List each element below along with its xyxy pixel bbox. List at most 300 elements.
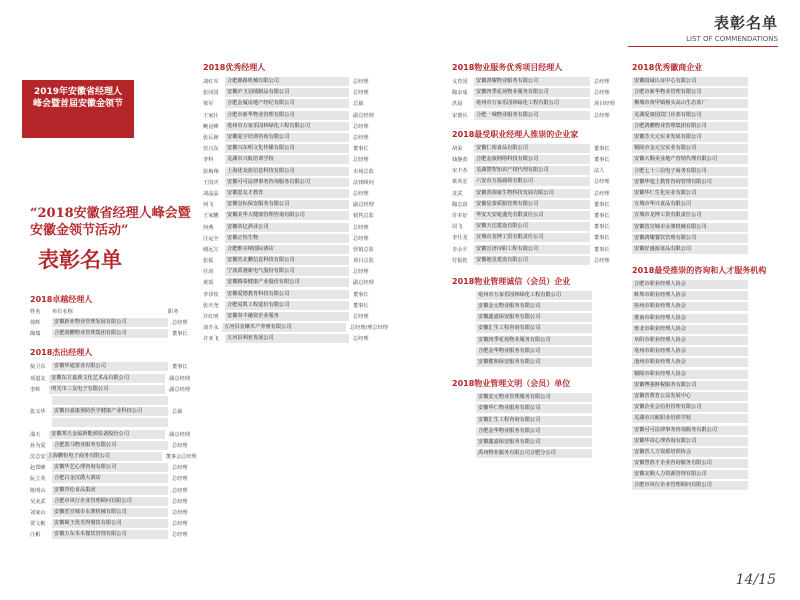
person-name: 宋德兵 <box>452 112 468 119</box>
person-name: 许亚飞 <box>203 336 219 343</box>
company-name: 安徽省人力资源培训协会 <box>632 448 748 457</box>
person-name: 李科 <box>203 157 214 164</box>
list-row <box>632 324 782 335</box>
company-name: 五河县金镶木产养殖有限公司 <box>222 323 346 332</box>
job-title: 董事长 <box>594 212 610 219</box>
job-title: 董事长 <box>172 331 188 338</box>
list-row <box>632 346 782 357</box>
company-name: 安徽安元物业管理服务有限公司 <box>476 393 592 402</box>
company-name: 安徽夏宇培训咨询有限公司 <box>225 133 349 142</box>
list-row <box>30 484 190 495</box>
person-name: 周飞 <box>452 224 463 231</box>
company-name: 合肥金华物业服务有限公司 <box>476 427 592 436</box>
list-row <box>476 312 627 323</box>
list-row <box>203 300 388 311</box>
list-row <box>476 437 627 448</box>
person-name: 张同国 <box>203 90 219 97</box>
person-name: 钱静劲 <box>452 157 468 164</box>
job-title: 副总经理 <box>169 386 190 393</box>
company-name: 阜阳市职业经理人协会 <box>632 336 748 345</box>
company-name: 安徽汇生工程咨询有限公司 <box>476 324 592 333</box>
list-row <box>452 199 627 210</box>
list-row <box>30 473 190 484</box>
section-title: 2018物业管理文明（会员）单位 <box>452 379 571 389</box>
company-name: 安徽百嘉康预防医学健康产业科技公司 <box>52 407 168 416</box>
person-name: 张后洲 <box>203 135 219 142</box>
page-header <box>686 12 778 43</box>
list-row <box>632 188 782 199</box>
person-name: 何飞 <box>203 202 214 209</box>
job-title: 董事长 <box>594 235 610 242</box>
section-title: 2018优秀徽商企业 <box>632 63 703 72</box>
company-name: 安徽省宣城市永骏机械有限公司 <box>632 223 748 232</box>
job-title: 总裁 <box>353 101 364 108</box>
list-row <box>632 290 782 301</box>
company-name: 亳州市职业经理人协会 <box>632 347 748 356</box>
list-row <box>203 177 388 188</box>
company-name: 铜陵市金元宝实业有限公司 <box>632 144 748 153</box>
company-name: 安徽华仁物业服务有限公司 <box>476 404 592 413</box>
list-row <box>452 98 627 109</box>
job-title: 董事长 <box>594 224 610 231</box>
list-row <box>203 166 388 177</box>
person-name: 张义华 <box>30 409 46 416</box>
list-row <box>632 458 782 469</box>
company-name <box>52 418 168 427</box>
company-name: 合肥润鹏物业管理集团有限公司 <box>52 329 168 338</box>
company-name: 芜湖市兴航职业培训学校 <box>632 414 748 423</box>
person-name: 李辉 <box>30 386 41 393</box>
column-1 <box>30 292 197 540</box>
person-name: 陈明山 <box>30 487 46 494</box>
list-row <box>203 255 388 266</box>
company-name: 安徽仁裕食品有限公司 <box>474 144 590 153</box>
company-name: 合肥市职业经理人协会 <box>632 280 748 289</box>
company-name: 五河县利亚发展公司 <box>225 334 349 343</box>
company-name: 合肥黑马物业服务有限公司 <box>52 441 168 450</box>
company-name: 安徽好盛源食品有限公司 <box>632 245 748 254</box>
person-name: 鲍昆峰 <box>203 123 219 130</box>
job-title: 总经理 <box>172 476 188 483</box>
person-name: 汪运全 <box>203 235 219 242</box>
list-row <box>632 436 782 447</box>
list-row <box>30 317 190 328</box>
company-name: 亳州市万家乐园林绿化工程有限公司 <box>474 99 590 108</box>
person-name: 付振乾 <box>452 257 468 264</box>
job-title: 副总经理 <box>353 280 374 287</box>
list-row <box>203 76 388 87</box>
header-title: 表彰名单 <box>713 14 778 32</box>
company-name: 安徽华周心理咨询有限公司 <box>632 437 748 446</box>
list-row <box>30 529 190 540</box>
person-name: 王国庆 <box>203 179 219 186</box>
person-name: 吴美武 <box>30 498 46 505</box>
job-title: 市场总监 <box>353 168 374 175</box>
column-2 <box>203 60 388 345</box>
job-title: 董事长 <box>353 302 369 309</box>
job-title: 副总经理 <box>353 202 374 209</box>
job-title: 副总经理 <box>169 431 190 438</box>
person-name: 张振 <box>203 258 214 265</box>
list-row <box>452 76 627 87</box>
company-name: 安徽东方嘉典文化艺术品有限公司 <box>49 374 165 383</box>
company-name: 安徽鸿耀餐饮管理有限公司 <box>632 234 748 243</box>
job-title: 总经理 <box>594 79 610 86</box>
list-row <box>452 176 627 187</box>
job-title: 总经理 <box>594 112 610 119</box>
company-name: 芜湖市兴航培训学校 <box>225 155 349 164</box>
company-name: 安徽金元物业服务有限公司 <box>476 302 592 311</box>
list-row <box>632 221 782 232</box>
company-name: 安徽宣济诗职工程有限公司 <box>474 245 590 254</box>
person-name: 彭梅翔 <box>203 168 219 175</box>
person-name: 沈志安 <box>30 453 46 460</box>
list-row <box>203 199 388 210</box>
company-name: 亳州市万家乐园林绿化工程有限公司 <box>225 122 349 131</box>
list-row <box>476 448 627 459</box>
list-row <box>30 518 190 529</box>
header-rule <box>628 46 778 47</box>
company-name: 安徽华旭上教育咨询管理有限公司 <box>632 178 748 187</box>
job-title: 总经理 <box>172 498 188 505</box>
list-row <box>452 87 627 98</box>
list-row <box>632 166 782 177</box>
company-name: 合肥金厦房地产经纪有限公司 <box>225 99 349 108</box>
person-name: 刘家山 <box>30 509 46 516</box>
job-title: 总经理 <box>172 465 188 472</box>
person-name: 龙武 <box>452 190 463 197</box>
list-row <box>203 221 388 232</box>
list-row <box>476 346 627 357</box>
company-name: 合肥维尔纳国际酒店 <box>225 245 349 254</box>
company-name: 安徽兴东明文化传媒有限公司 <box>225 144 349 153</box>
section-title: 2018物业服务优秀项目经理人 <box>452 63 563 72</box>
table-header <box>30 308 190 317</box>
person-name: 赵郑峰 <box>30 465 46 472</box>
job-title: 总经理 <box>353 135 369 142</box>
job-title: 董事会总经理 <box>165 453 197 460</box>
job-title: 董事长 <box>594 201 610 208</box>
company-name: 安徽皋丰融资企业服务 <box>225 312 349 321</box>
job-title: 总经理 <box>353 90 369 97</box>
list-row <box>30 451 197 462</box>
job-title: 副总经理 <box>169 375 190 382</box>
company-name: 合肥金波网络科技有限公司 <box>474 155 590 164</box>
company-name: 明光市三友电子有限公司 <box>49 385 165 394</box>
company-name: 安徽青松食品集团 <box>52 486 168 495</box>
list-row <box>632 110 782 121</box>
section-title: 2018最受推崇的咨询和人才服务机构 <box>632 266 767 275</box>
job-title: 董事长 <box>594 246 610 253</box>
company-name: 安徽星泰质服管理有限公司 <box>474 200 590 209</box>
job-title: 项目总监 <box>353 258 374 265</box>
job-title: 总经理 <box>353 224 369 231</box>
section-title: 2018杰出经理人 <box>30 348 93 358</box>
list-row <box>632 244 782 255</box>
list-row <box>476 392 627 403</box>
list-row <box>632 424 782 435</box>
person-name: 项道友 <box>30 375 46 382</box>
list-row <box>632 469 782 480</box>
company-name: 安徽省宣城市永骏机械有限公司 <box>52 508 168 517</box>
job-title: 总经理 <box>353 123 369 130</box>
list-row <box>632 233 782 244</box>
company-name: 合肥鹿路机械有限公司 <box>225 77 349 86</box>
person-name: 蔡英宏 <box>452 179 468 186</box>
job-title: 副总经理 <box>353 112 374 119</box>
list-row <box>632 402 782 413</box>
company-name: 安徽企业会信用管理有限公司 <box>632 403 748 412</box>
company-name: 桐城市黄甲镇杨头高山生态茶厂 <box>632 99 748 108</box>
job-title: 总经理 <box>353 336 369 343</box>
list-row <box>30 328 190 339</box>
company-name: 安徽地星建设有限公司 <box>474 256 590 265</box>
list-row <box>452 110 627 121</box>
company-name: 安徽芳天元实业发展有限公司 <box>632 133 748 142</box>
list-row <box>203 188 388 199</box>
job-title: 总经理 <box>172 487 188 494</box>
person-name: 刘升永 <box>203 325 219 332</box>
company-name: 安徽大顺美业地产营销代理有限公司 <box>632 155 748 164</box>
company-name: 合肥鸿鹏物业管理集团有限公司 <box>632 122 748 131</box>
list-row <box>452 243 627 254</box>
job-title: 总经理/理总经理 <box>349 325 388 332</box>
company-name: 安徽万东禾禾餐饮管理有限公司 <box>52 530 168 539</box>
company-name: 安徽邦天金属新能源装备股份公司 <box>49 430 165 439</box>
list-row <box>632 87 782 98</box>
company-name: 安徽可可法律事务咨询服务有限公司 <box>225 178 349 187</box>
col-title: 职务 <box>168 309 179 315</box>
list-row <box>203 244 388 255</box>
list-row <box>632 391 782 402</box>
list-row <box>632 121 782 132</box>
list-row <box>203 143 388 154</box>
list-row <box>452 154 627 165</box>
company-name: 安徽善源康生物科技发展有限公司 <box>474 189 590 198</box>
list-row <box>632 143 782 154</box>
person-name: 李泽钦 <box>203 291 219 298</box>
company-name: 安徽恩友才教育 <box>225 189 349 198</box>
job-title: 总经理 <box>353 157 369 164</box>
person-name: 张庆尧 <box>203 302 219 309</box>
person-name: 刘红军 <box>203 79 219 86</box>
person-name: 邵天 <box>30 431 41 438</box>
list-row <box>203 121 388 132</box>
column-4 <box>632 60 782 492</box>
person-name: 徐辉 <box>30 320 41 327</box>
company-name: 安徽鑫嘉保安服务有限公司 <box>476 438 592 447</box>
company-name: 合肥市新华物业管理有限公司 <box>632 88 748 97</box>
company-name: 安徽友顺人力资源管理有限公司 <box>632 470 748 479</box>
job-title: 总裁 <box>172 409 183 416</box>
company-name: 安徽庐玉羽绒制品有限公司 <box>225 88 349 97</box>
company-name: 合肥金华物业服务有限公司 <box>476 347 592 356</box>
company-name: 禹州物业服务有限公司合肥分公司 <box>476 449 592 458</box>
company-name: 淮南市职业经理人协会 <box>632 314 748 323</box>
list-row <box>203 98 388 109</box>
company-name: 安徽爱德教育科技有限公司 <box>225 290 349 299</box>
company-name: 蚌埠市职业经理人协会 <box>632 291 748 300</box>
person-name: 储远宝 <box>203 246 219 253</box>
job-title: 董事长 <box>353 146 369 153</box>
company-name: 合肥市风行企业管理顾问有限公司 <box>632 481 748 490</box>
company-name: 宣城市华兴食品有限公司 <box>632 200 748 209</box>
list-row <box>632 301 782 312</box>
list-row <box>632 132 782 143</box>
list-row <box>476 415 627 426</box>
company-name: 安徽博强财税服务有限公司 <box>632 381 748 390</box>
list-row <box>30 395 190 406</box>
person-name: 管兴东 <box>203 146 219 153</box>
job-title: 总经理 <box>172 442 188 449</box>
company-name: 池州市职业经理人协会 <box>632 358 748 367</box>
job-title: 总经理 <box>353 314 369 321</box>
company-name: 安徽省北鹏信息科技有限公司 <box>225 256 349 265</box>
person-name: 陶余成 <box>452 90 468 97</box>
list-row <box>203 210 388 221</box>
list-row <box>203 87 388 98</box>
person-name: 李仕龙 <box>452 235 468 242</box>
job-title: 总经理 <box>353 79 369 86</box>
job-title: 董事长 <box>353 291 369 298</box>
company-name: 华安天安诞盛光有限责任公司 <box>474 211 590 220</box>
job-title: 总经理 <box>353 269 369 276</box>
company-name: 安徽美华大健康管理咨询有限公司 <box>225 211 349 220</box>
job-title: 总经理 <box>172 509 188 516</box>
list-row <box>452 210 627 221</box>
person-name: 何燕 <box>203 224 214 231</box>
section-title: 2018物业管理诚信（会员）企业 <box>452 276 571 286</box>
list-row <box>30 373 190 384</box>
person-name: 许本好 <box>452 212 468 219</box>
list-row <box>30 507 190 518</box>
job-title: 董事长 <box>594 145 610 152</box>
person-name: 李永平 <box>452 246 468 253</box>
company-name: 安徽皇标保安服务有限公司 <box>225 200 349 209</box>
list-row <box>632 413 782 424</box>
job-title: 法人 <box>594 168 605 175</box>
company-name: 安徽华仁生化实业有限公司 <box>632 189 748 198</box>
header-subtitle: LIST OF COMMENDATIONS <box>686 35 778 43</box>
person-name: 汪彬 <box>30 532 41 539</box>
person-name: 宋丰杰 <box>452 168 468 175</box>
company-name: 安徽正恒生物 <box>225 234 349 243</box>
list-row <box>476 301 627 312</box>
company-name: 上海鹏恒电子商务有限公司 <box>46 452 162 461</box>
list-row <box>30 496 190 507</box>
company-name: 安徽汇生工程咨询有限公司 <box>476 416 592 425</box>
job-title: 总经理 <box>353 235 369 242</box>
job-title: 销售总监 <box>353 213 374 220</box>
list-row <box>632 447 782 458</box>
list-row <box>632 154 782 165</box>
person-name: 黄霞 <box>203 280 214 287</box>
col-unit: 单位名称 <box>52 309 73 315</box>
job-title: 总经理 <box>594 257 610 264</box>
list-row <box>452 232 627 243</box>
company-name: 安徽四季花苑物业服务有限公司 <box>476 336 592 345</box>
company-name: 合肥易凯工程造价有限公司 <box>225 301 349 310</box>
person-name: 陶志富 <box>452 201 468 208</box>
person-name: 刘晶晶 <box>203 190 219 197</box>
list-row <box>632 480 782 491</box>
person-name: 胡荣 <box>452 145 463 152</box>
job-title: 项目经理 <box>594 101 615 108</box>
big-title: 表彰名单 <box>38 248 122 272</box>
company-name: 安徽国诚认证中心有限公司 <box>632 77 748 86</box>
list-row <box>632 380 782 391</box>
job-title: 法律顾问 <box>353 179 374 186</box>
company-name: 铜陵市职业经理人协会 <box>632 370 748 379</box>
company-name: 安徽新亚物业管理发展有限公司 <box>52 318 168 327</box>
company-name: 上海优众蓝信息科技有限公司 <box>225 167 349 176</box>
company-name: 芜湖爱康国宾门诊部有限公司 <box>632 111 748 120</box>
job-title: 总经理 <box>172 521 188 528</box>
person-name: 贾文彬 <box>30 521 46 528</box>
event-title: “2018安徽省经理人峰会暨安徽金领节活动” <box>30 206 191 238</box>
job-title: 总经理 <box>594 90 610 97</box>
person-name: 戈育国 <box>452 79 468 86</box>
company-name: 淮北市职业经理人协会 <box>632 325 748 334</box>
person-name: 任涛 <box>203 269 214 276</box>
company-name: 宣城市龙博工贸有限责任公司 <box>632 211 748 220</box>
list-row <box>203 132 388 143</box>
company-name: 安徽可可法律事务咨询服务有限公司 <box>632 426 748 435</box>
company-name: 安徽慧准才企业咨询服务有限公司 <box>632 459 748 468</box>
list-row <box>476 290 627 301</box>
list-row <box>452 165 627 176</box>
list-row <box>203 311 388 322</box>
list-row <box>452 143 627 154</box>
company-name: 合肥一城物业服务有限公司 <box>474 111 590 120</box>
company-name: 芜湖譬智知识产权代理有限公司 <box>474 166 590 175</box>
list-row <box>632 369 782 380</box>
company-name: 亳州市万家乐园林绿化工程有限公司 <box>476 291 592 300</box>
list-row <box>632 335 782 346</box>
company-name: 安徽鑫嘉保安服务有限公司 <box>476 313 592 322</box>
list-row <box>452 188 627 199</box>
list-row <box>632 210 782 221</box>
company-name: 宿州市职业经理人协会 <box>632 302 748 311</box>
company-name: 安徽蜀王优芙得餐饮有限公司 <box>52 519 168 528</box>
list-row <box>476 403 627 414</box>
job-title: 总经理 <box>172 532 188 539</box>
section-title: 2018卓越经理人 <box>30 295 93 304</box>
list-row <box>203 277 388 288</box>
person-name: 孙为爱 <box>30 442 46 449</box>
company-name: 安徽华通置业有限公司 <box>52 362 168 371</box>
job-title: 总经理 <box>172 320 188 327</box>
list-row <box>203 154 388 165</box>
company-name: 安徽帝亿酒业公司 <box>225 223 349 232</box>
list-row <box>203 289 388 300</box>
job-title: 董事长 <box>172 364 188 371</box>
job-title: 总经理 <box>594 190 610 197</box>
company-name: 安徽鸿耀物业服务有限公司 <box>474 77 590 86</box>
person-name: 许红明 <box>203 314 219 321</box>
list-row <box>632 357 782 368</box>
list-row <box>476 426 627 437</box>
list-row <box>203 322 388 333</box>
column-3 <box>452 60 627 459</box>
list-row <box>452 221 627 232</box>
person-name: 王家鹏 <box>203 213 219 220</box>
job-title: 总经理 <box>594 179 610 186</box>
list-row <box>30 361 190 372</box>
section-title: 2018优秀经理人 <box>203 63 266 72</box>
list-row <box>632 199 782 210</box>
company-name: 宣城市龙博工贸有限责任公司 <box>474 233 590 242</box>
